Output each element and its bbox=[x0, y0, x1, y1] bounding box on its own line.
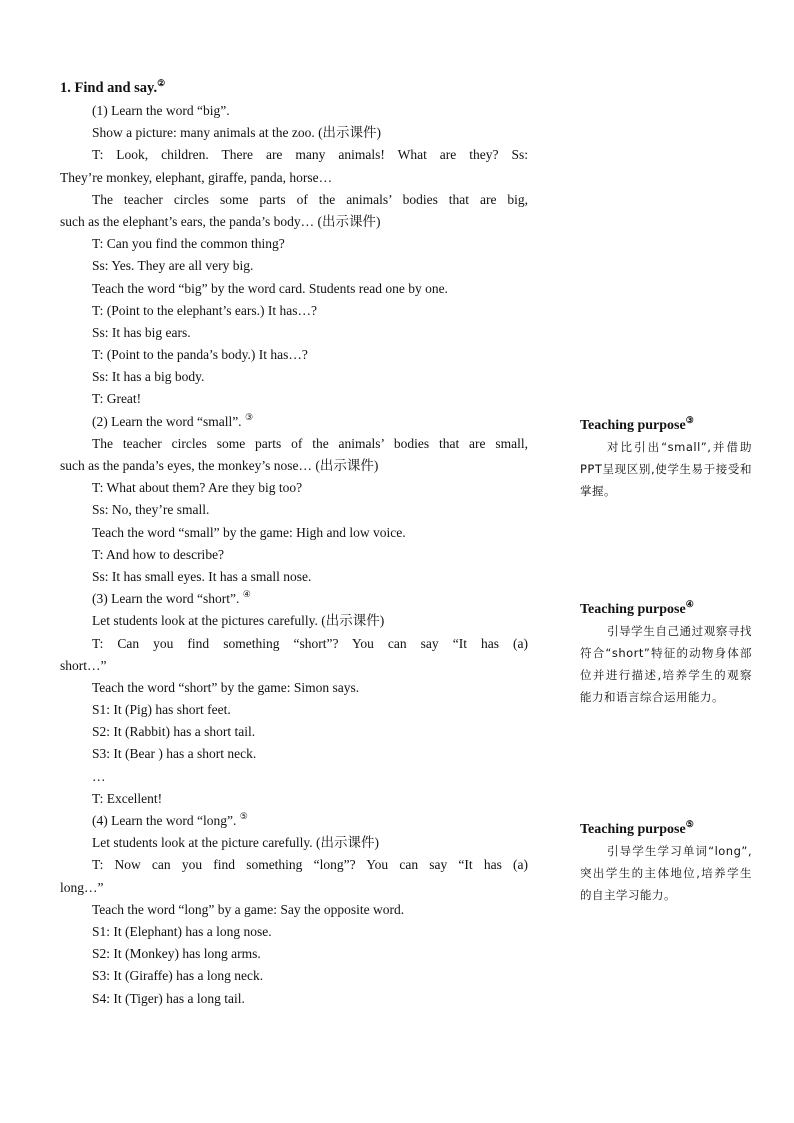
text-line: S1: It (Elephant) has a long nose. bbox=[92, 923, 272, 939]
text-line: Teach the word “long” by a game: Say the opposite word. bbox=[92, 901, 405, 917]
text-line: T: Can you find the common thing? bbox=[92, 236, 285, 252]
text-line: T: What about them? Are they big too? bbox=[92, 480, 303, 496]
text-line: such as the elephant’s ears, the panda’s body… (出示课件) bbox=[60, 213, 381, 229]
footnote-mark: ⑤ bbox=[685, 819, 694, 829]
note-body: 引导学生学习单词“long”,突出学生的主体地位,培养学生的自主学习能力。 bbox=[580, 844, 752, 902]
text-line: S2: It (Monkey) has long arms. bbox=[92, 946, 261, 962]
text-line: … bbox=[92, 768, 106, 784]
text-line: Ss: It has a big body. bbox=[92, 369, 205, 385]
text-line: short…” bbox=[60, 657, 107, 673]
text-line: T: (Point to the elephant’s ears.) It has…? bbox=[92, 302, 318, 318]
lesson-body bbox=[60, 76, 528, 1010]
note-title: Teaching purpose③ bbox=[580, 415, 694, 433]
text-line: Teach the word “big” by the word card. Students read one by one. bbox=[92, 280, 448, 296]
text-line: T: Great! bbox=[92, 391, 142, 407]
footnote-mark: ③ bbox=[244, 411, 254, 422]
text-line: Ss: It has small eyes. It has a small nose. bbox=[92, 568, 312, 584]
note-title: Teaching purpose④ bbox=[580, 599, 694, 617]
text-line: Teach the word “small” by the game: High and low voice. bbox=[92, 524, 406, 540]
text-line: T: Excellent! bbox=[92, 790, 163, 806]
footnote-mark: ④ bbox=[242, 589, 251, 600]
text-line: Let students look at the picture carefully. (出示课件) bbox=[92, 835, 380, 851]
text-line: Ss: Yes. They are all very big. bbox=[92, 258, 254, 274]
subsection-heading: (3) Learn the word “short”. ④ bbox=[92, 589, 251, 607]
text-line: The teacher circles some parts of the animals’ bodies that are small, bbox=[92, 435, 528, 451]
footnote-mark: ⑤ bbox=[239, 811, 248, 821]
text-line: T: Can you find something “short”? You can say “It has (a) bbox=[92, 635, 528, 651]
text-line: T: (Point to the panda’s body.) It has…? bbox=[92, 347, 308, 363]
footnote-mark: ④ bbox=[685, 599, 694, 609]
note-body: 引导学生自己通过观察寻找符合“short”特征的动物身体部位并进行描述,培养学生的观察能力和语言综合运用能力。 bbox=[580, 624, 752, 704]
teaching-purpose-note bbox=[580, 416, 752, 502]
text-line: T: And how to describe? bbox=[92, 546, 225, 562]
text-line: Let students look at the pictures carefully. (出示课件) bbox=[92, 613, 385, 629]
text-line: S4: It (Tiger) has a long tail. bbox=[92, 990, 245, 1006]
text-line: Teach the word “short” by the game: Simon says. bbox=[92, 679, 360, 695]
teaching-purpose-note bbox=[580, 820, 752, 906]
text-line: (1) Learn the word “big”. bbox=[92, 103, 230, 118]
footnote-mark: ② bbox=[157, 78, 166, 88]
subsection-heading: (2) Learn the word “small”. ③ bbox=[92, 411, 254, 429]
teaching-purpose-note bbox=[580, 600, 752, 708]
text-line: Ss: No, they’re small. bbox=[92, 502, 210, 518]
text-line: long…” bbox=[60, 879, 104, 895]
text-line: S3: It (Bear ) has a short neck. bbox=[92, 746, 257, 762]
footnote-mark: ③ bbox=[685, 415, 694, 425]
text-line: such as the panda’s eyes, the monkey’s nose… (出示课件) bbox=[60, 458, 379, 473]
text-line: T: Look, children. There are many animals! What are they? Ss: bbox=[92, 147, 528, 163]
section-heading: 1. Find and say.② bbox=[60, 78, 166, 96]
text-line: Show a picture: many animals at the zoo. (出示课件) bbox=[92, 125, 382, 141]
subsection-heading: (4) Learn the word “long”. ⑤ bbox=[92, 811, 248, 828]
text-line: S2: It (Rabbit) has a short tail. bbox=[92, 724, 256, 740]
text-line: They’re monkey, elephant, giraffe, panda, horse… bbox=[60, 169, 333, 185]
note-body: 对比引出“small”,并借助PPT呈现区别,使学生易于接受和掌握。 bbox=[580, 440, 752, 498]
text-line: The teacher circles some parts of the animals’ bodies that are big, bbox=[92, 191, 528, 207]
text-line: T: Now can you find something “long”? You can say “It has (a) bbox=[92, 857, 528, 873]
note-title: Teaching purpose⑤ bbox=[580, 819, 694, 837]
text-line: Ss: It has big ears. bbox=[92, 324, 191, 340]
text-line: S1: It (Pig) has short feet. bbox=[92, 702, 231, 718]
text-line: S3: It (Giraffe) has a long neck. bbox=[92, 968, 264, 984]
